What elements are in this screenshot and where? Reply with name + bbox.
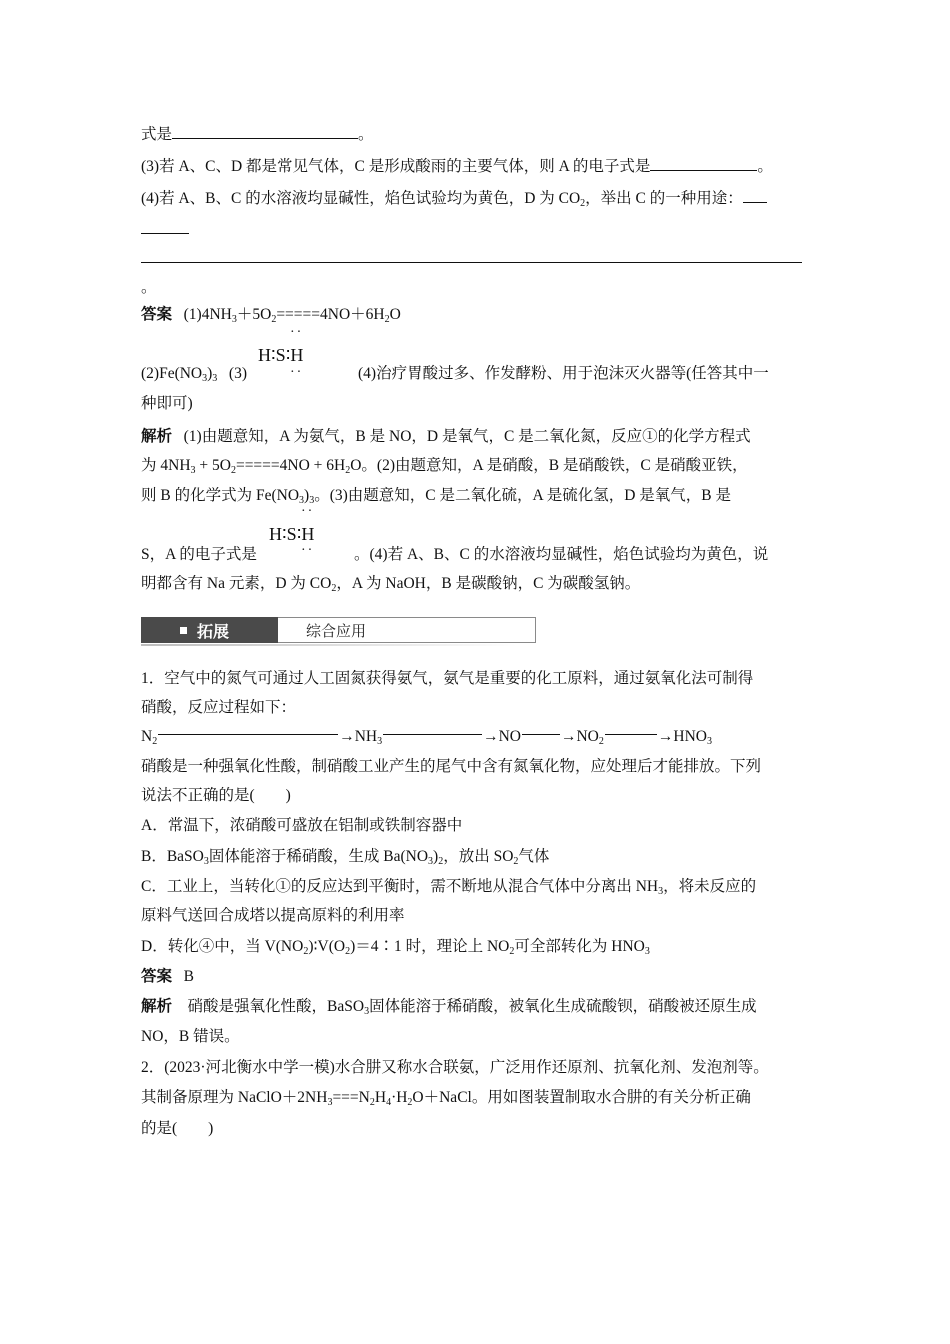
subscript: 4 <box>386 1097 392 1108</box>
lewis-dots-bottom: ·· <box>290 365 304 380</box>
analysis-line <box>141 456 748 476</box>
subscript: 3 <box>364 1006 370 1017</box>
text: 可全部转化为 HNO <box>514 938 645 955</box>
text: (3) <box>228 365 247 382</box>
text: ) <box>207 365 213 382</box>
blank-line <box>141 248 802 263</box>
option-c-cont <box>141 906 405 926</box>
subscript: 3 <box>377 736 383 747</box>
subscript: 2 <box>369 1097 375 1108</box>
text: =====4NO + 6H <box>235 457 346 474</box>
text: 说法不正确的是( ) <box>141 787 291 804</box>
subscript: 3 <box>327 1097 333 1108</box>
text: 硝酸，反应过程如下： <box>141 699 297 716</box>
text: 明都含有 Na 元素，D 为 CO <box>141 575 332 592</box>
subscript: 2 <box>509 946 515 957</box>
text: ，举出 C 的一种用途： <box>585 190 743 207</box>
text-line <box>141 156 773 177</box>
text: 则 B 的化学式为 Fe(NO <box>141 487 300 504</box>
question-line <box>141 669 753 689</box>
answer-label: 答案 <box>141 306 173 323</box>
text: 固体能溶于稀硝酸，生成 Ba(NO <box>208 848 429 865</box>
option-c <box>141 877 756 897</box>
answer-line <box>141 967 194 987</box>
analysis-label: 解析 <box>141 998 173 1015</box>
arrow-icon <box>158 734 338 735</box>
reaction-flow <box>141 727 712 747</box>
blank-line <box>743 188 767 203</box>
text-line <box>141 219 189 240</box>
subscript: 3 <box>309 495 315 506</box>
text-line <box>141 278 157 298</box>
text: 气体 <box>518 848 550 865</box>
lewis-dots-bottom: ·· <box>301 543 315 558</box>
question-line <box>141 757 761 777</box>
text-line <box>141 124 374 145</box>
formula: →HNO <box>657 728 707 745</box>
banner-subtitle: 综合应用 <box>306 622 367 640</box>
analysis-line <box>141 486 731 506</box>
text: ===N <box>332 1089 370 1106</box>
text: 硝酸是一种强氧化性酸，制硝酸工业产生的尾气中含有氮氧化物，应处理后才能排放。下列 <box>141 758 762 775</box>
option-d <box>141 937 650 957</box>
text: 。 <box>141 279 157 296</box>
subscript: 3 <box>428 856 434 867</box>
analysis-line <box>141 997 757 1017</box>
text: 1．空气中的氮气可通过人工固氮获得氨气，氨气是重要的化工原料，通过氨氧化法可制得 <box>141 670 754 687</box>
banner-underline <box>141 644 517 646</box>
arrow-icon <box>383 734 482 735</box>
question-line <box>141 698 296 718</box>
formula: →NO <box>483 728 521 745</box>
text: (4)若 A、B、C 的水溶液均显碱性，焰色试验均为黄色，D 为 CO <box>141 190 581 207</box>
analysis-label: 解析 <box>141 428 173 445</box>
text: O。(2)由题意知，A 是硝酸，B 是硝酸铁，C 是硝酸亚铁， <box>350 457 748 474</box>
subscript: 3 <box>212 373 218 384</box>
subscript: 2 <box>271 314 277 325</box>
answer-line <box>141 305 401 325</box>
text: ，A 为 NaOH，B 是碳酸钠，C 为碳酸氢钠。 <box>336 575 641 592</box>
subscript: 3 <box>202 373 208 384</box>
text: H <box>374 1089 387 1106</box>
text: 原料气送回合成塔以提高原料的利用率 <box>141 907 405 924</box>
text: ，放出 SO <box>443 848 514 865</box>
text: A．常温下，浓硝酸可盛放在铝制或铁制容器中 <box>141 817 463 834</box>
text-line <box>141 248 802 269</box>
subscript: 2 <box>407 1097 413 1108</box>
text: ＋5O <box>236 306 272 323</box>
text: ·H <box>391 1089 408 1106</box>
arrow-icon <box>605 734 657 735</box>
subscript: 2 <box>331 583 337 594</box>
question-line <box>141 1058 769 1078</box>
blank-line <box>172 124 358 139</box>
subscript: 3 <box>203 856 209 867</box>
analysis-line <box>141 574 640 594</box>
formula: →NO <box>560 728 599 745</box>
text: 。(4)若 A、B、C 的水溶液均显碱性，焰色试验均为黄色，说 <box>354 546 769 563</box>
text: 种即可) <box>141 395 193 412</box>
text: O＋NaCl。用如图装置制取水合肼的有关分析正确 <box>412 1089 751 1106</box>
text-line <box>141 188 767 209</box>
answer-line <box>141 364 247 384</box>
analysis-line <box>141 1027 240 1047</box>
text: (1)4NH <box>183 306 232 323</box>
subscript: 2 <box>230 465 236 476</box>
text: 硝酸是强氧化性酸，BaSO <box>187 998 365 1015</box>
answer-line <box>141 394 193 414</box>
lewis-dots-top: ·· <box>301 504 315 519</box>
blank-line <box>650 156 757 171</box>
analysis-line <box>141 427 751 447</box>
banner-title: 拓展 <box>197 622 230 641</box>
question-line <box>141 786 291 806</box>
text: 。 <box>757 158 773 175</box>
text: (3)若 A、C、D 都是常见气体，C 是形成酸雨的主要气体，则 A 的电子式是 <box>141 158 651 175</box>
subscript: 2 <box>580 198 586 209</box>
subscript: 2 <box>345 946 351 957</box>
text: )∶V(O <box>308 938 346 955</box>
text: C．工业上，当转化①的反应达到平衡时，需不断地从混合气体中分离出 NH <box>141 878 659 895</box>
analysis-line <box>354 545 768 565</box>
text: 固体能溶于稀硝酸，被氧化生成硫酸钡，硝酸被还原生成 <box>369 998 757 1015</box>
question-line <box>141 1119 213 1139</box>
formula: N <box>141 728 153 745</box>
subscript: 3 <box>658 886 664 897</box>
section-banner <box>141 615 517 647</box>
subscript: 3 <box>190 465 196 476</box>
text: ) <box>433 848 439 865</box>
text: D．转化④中，当 V(NO <box>141 938 304 955</box>
answer-line <box>358 364 769 384</box>
blank-line <box>141 219 189 234</box>
text: 。 <box>358 126 374 143</box>
subscript: 2 <box>513 856 519 867</box>
subscript: 2 <box>438 856 444 867</box>
subscript: 3 <box>299 495 305 506</box>
lewis-dots-top: ·· <box>290 325 304 340</box>
subscript: 3 <box>644 946 650 957</box>
answer-value: B <box>183 968 194 985</box>
text: 式是 <box>141 126 173 143</box>
lewis-structure-h2s: H∶S∶H <box>258 345 304 365</box>
text: 为 4NH <box>141 457 191 474</box>
subscript: 2 <box>152 736 158 747</box>
square-icon <box>180 627 187 634</box>
subscript: 3 <box>706 736 712 747</box>
text: 的是( ) <box>141 1120 214 1137</box>
analysis-line <box>141 545 257 565</box>
text: )＝4∶1 时，理论上 NO <box>350 938 510 955</box>
text: O <box>389 306 401 323</box>
text: 2．(2023·河北衡水中学一模)水合肼又称水合联氨，广泛用作还原剂、抗氧化剂、发泡剂等。 <box>141 1059 769 1076</box>
text: + 5O <box>195 457 231 474</box>
text: =====4NO＋6H <box>276 306 385 323</box>
text: ，将未反应的 <box>663 878 757 895</box>
subscript: 2 <box>345 465 351 476</box>
text: B．BaSO <box>141 848 204 865</box>
text: 其制备原理为 NaClO＋2NH <box>141 1089 328 1106</box>
subscript: 2 <box>384 314 390 325</box>
subscript: 2 <box>303 946 309 957</box>
text: (2)Fe(NO <box>141 365 203 382</box>
text: (4)治疗胃酸过多、作发酵粉、用于泡沫灭火器等(任答其中一 <box>358 365 769 382</box>
text: NO，B 错误。 <box>141 1028 240 1045</box>
banner-subtitle-box <box>278 617 536 643</box>
option-a <box>141 816 462 836</box>
arrow-icon <box>522 734 560 735</box>
text: 。(3)由题意知，C 是二氧化硫，A 是硫化氢，D 是氧气，B 是 <box>314 487 731 504</box>
lewis-structure-h2s: H∶S∶H <box>269 524 315 544</box>
subscript: 2 <box>598 736 604 747</box>
answer-label: 答案 <box>141 968 173 985</box>
text: (1)由题意知，A 为氨气，B 是 NO，D 是氧气，C 是二氧化氮，反应①的化学方程式 <box>183 428 751 445</box>
option-b <box>141 847 549 867</box>
question-line <box>141 1088 751 1108</box>
text: S，A 的电子式是 <box>141 546 257 563</box>
formula: →NH <box>339 728 378 745</box>
subscript: 3 <box>231 314 237 325</box>
text: ) <box>304 487 310 504</box>
